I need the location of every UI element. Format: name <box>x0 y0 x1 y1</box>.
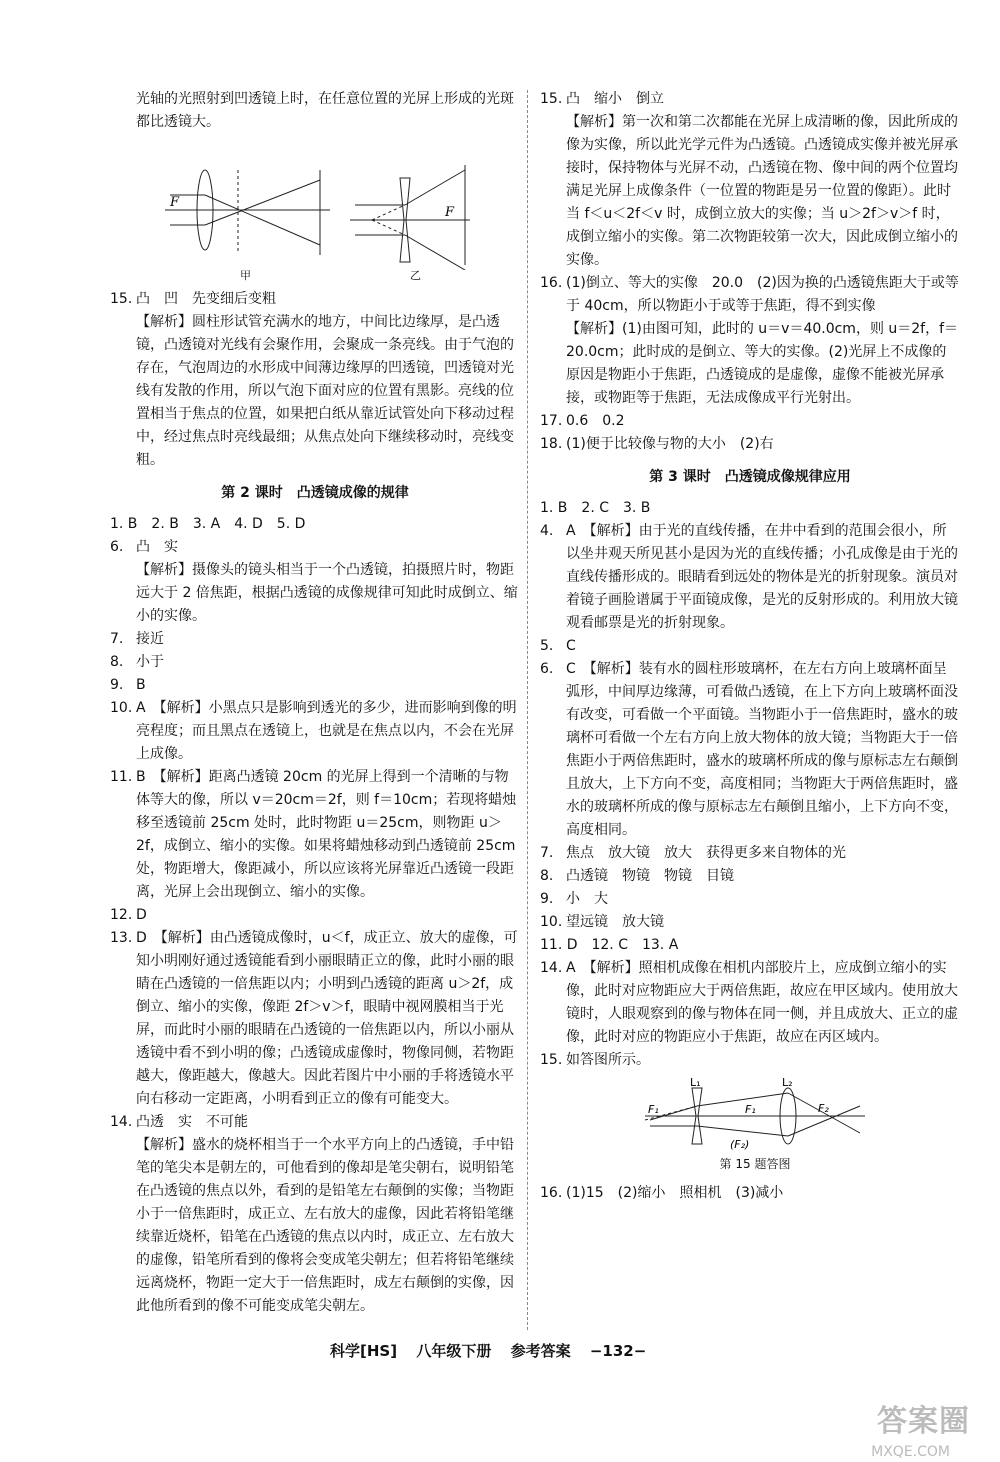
answer-item: 15. 凸 缩小 倒立 【解析】第一次和第二次都能在光屏上成清晰的像，因此所成的像为实像，所以此光学元件为凸透镜。凸透镜成实像并被光屏承接时，保持物体与光屏不动，凸透镜在物、像中间的两个位置均满足光屏上成像条件（一位置的物距是另一位置的像距）。此时当 f＜u＜2f＜v 时，成倒立放大的实像；当 u＞2f＞v＞f 时，成倒立缩小的实像。第二次物距较第一次大，因此成倒立缩小的实像。 <box>540 91 958 268</box>
answer-item: 18. (1)便于比较像与物的大小 (2)右 <box>540 436 774 452</box>
label-F1-left: F₁ <box>648 1103 659 1116</box>
left-column <box>110 88 520 1318</box>
answer-item: 15. 凸 凹 先变细后变粗 【解析】圆柱形试管充满水的地方，中间比边缘厚，是凸透镜，凸透镜对光线有会聚作用，会聚成一条亮线。由于气泡的存在，气泡周边的水形成中间薄边缘厚的凹透镜，凹透镜对光线有发散的作用，所以气泡下面对应的位置有黑影。亮线的位置相当于焦点的位置，如果把白纸从靠近试管处向下移动过程中，经过焦点时亮线最细；从焦点处向下继续移动时，亮线变粗。 <box>110 291 514 468</box>
lens-figure-top <box>110 140 520 282</box>
answer-line: 1. B 2. B 3. A 4. D 5. D <box>110 516 306 532</box>
answer-item: 12. D <box>110 907 147 923</box>
column-divider <box>527 90 528 1330</box>
answer-item: 8. 凸透镜 物镜 物镜 目镜 <box>540 868 734 884</box>
right-column <box>540 88 960 1205</box>
answer-item: 14. A 【解析】照相机成像在相机内部胶片上，应成倒立缩小的实像，此时对应物距应大于两倍焦距，故应在甲区域内。使用放大镜时，人眼观察到的像与物体在同一侧，并且成放大、正立的虚像，此时对应的物距应小于焦距，故应在丙区域内。 <box>540 960 958 1045</box>
footer-grade: 八年级下册 <box>416 1342 492 1360</box>
answer-item: 16. (1)15 (2)缩小 照相机 (3)减小 <box>540 1185 784 1201</box>
answer-item: 5. C <box>540 638 576 654</box>
answer-figure <box>640 1078 960 1176</box>
answer-item: 11. B 【解析】距离凸透镜 20cm 的光屏上得到一个清晰的与物体等大的像，所以 v＝20cm＝2f，则 f＝10cm；若现将蜡烛移至透镜前 25cm 处时，此时物距 u＝25cm，则物距 u＞2f，成倒立、缩小的实像。如果将蜡烛移动到凸透镜前 25cm 处，物距增大，像距减小，所以应该将光屏靠近凸透镜一段距离，光屏上会出现倒立、缩小的实像。 <box>110 769 517 900</box>
intro-text: 光轴的光照射到凹透镜上时，在任意位置的光屏上形成的光斑都比透镜大。 <box>136 91 514 130</box>
answer-item: 6. C 【解析】装有水的圆柱形玻璃杯，在左右方向上玻璃杯面呈弧形，中间厚边缘薄，可看做凸透镜，在上下方向上玻璃杯面没有改变，可看做一个平面镜。当物距小于一倍焦距时，盛水的玻璃杯可看做一个左右方向上放大物体的放大镜；当物距大于一倍焦距小于两倍焦距时，盛水的玻璃杯所成的像与原标志左右颠倒且放大，上下方向不变，高度相同；当物距大于两倍焦距时，盛水的玻璃杯所成的像与原标志左右颠倒且缩小，上下方向不变，高度相同。 <box>540 661 958 838</box>
label-F2: F₂ <box>818 1102 829 1115</box>
footer-subject: 科学[HS] <box>330 1342 398 1360</box>
label-L2: L₂ <box>782 1078 793 1089</box>
answer-item: 8. 小于 <box>110 654 164 670</box>
answer-item: 10. 望远镜 放大镜 <box>540 914 664 930</box>
fig-f-left: F <box>170 195 180 210</box>
answer-item: 4. A 【解析】由于光的直线传播，在井中看到的范围会很小，所以坐井观天所见甚小是因为光的直线传播；小孔成像是由于光的直线传播形成的。眼睛看到远处的物体是光的折射现象。演员对着镜子画脸谱属于平面镜成像，是光的反射形成的。利用放大镜观看邮票是光的折射现象。 <box>540 523 958 631</box>
answer-item: 14. 凸透 实 不可能 【解析】盛水的烧杯相当于一个水平方向上的凸透镜，手中铅笔的笔尖本是朝左的，可他看到的像却是笔尖朝右，说明铅笔在凸透镜的焦点以外，看到的是铅笔左右颠倒的实像；当物距小于一倍焦距时，成正立、左右放大的虚像，因此若将铅笔继续靠近烧杯，铅笔在凸透镜的焦点以内时，成正立、左右放大的虚像，铅笔所看到的像将会变成笔尖朝左；但若将铅笔继续远离烧杯，物距一定大于一倍焦距时，成左右颠倒的实像，因此他所看到的像不可能变成笔尖朝左。 <box>110 1114 514 1314</box>
answer-item: 16. (1)倒立、等大的实像 20.0 (2)因为换的凸透镜焦距大于或等于 40cm，所以物距小于或等于焦距，得不到实像 【解析】(1)由图可知，此时的 u＝v＝40.0cm，则 u＝2f，f＝20.0cm；此时成的是倒立、等大的实像。(2)光屏上不成像的原因是物距小于焦距，凸透镜成的是虚像，虚像不能被光屏承接，或物距等于焦距，无法成像成平行光射出。 <box>540 275 959 406</box>
fig-label-jia: 甲 <box>240 269 251 282</box>
answer-line: 11. D 12. C 13. A <box>540 937 679 953</box>
fig-label-yi: 乙 <box>410 269 421 282</box>
answer-item: 15. 如答图所示。 <box>540 1052 650 1068</box>
fig-f-right: F <box>445 205 455 220</box>
figure-caption: 第 15 题答图 <box>719 1157 791 1171</box>
answer-line: 1. B 2. C 3. B <box>540 500 651 516</box>
label-F1-right: F₁ <box>745 1103 756 1116</box>
answer-item: 7. 焦点 放大镜 放大 获得更多来自物体的光 <box>540 845 846 861</box>
label-F2-paren: (F₂) <box>730 1138 750 1151</box>
lesson-title: 第 2 课时 凸透镜成像的规律 <box>221 485 409 501</box>
answer-item: 10. A 【解析】小黑点只是影响到透光的多少，进而影响到像的明亮程度；而且黑点在透镜上，也就是在焦点以内，不会在光屏上成像。 <box>110 700 517 762</box>
answer-item: 6. 凸 实 【解析】摄像头的镜头相当于一个凸透镜，拍摄照片时，物距远大于 2 倍焦距，根据凸透镜的成像规律可知此时成倒立、缩小的实像。 <box>110 539 518 624</box>
watermark-logo: 答案圈 <box>877 1404 970 1439</box>
page-footer <box>330 1340 660 1361</box>
answer-item: 13. D 【解析】由凸透镜成像时，u＜f，成正立、放大的虚像，可知小明刚好通过透镜能看到小丽眼睛正立的像，此时小丽的眼睛在凸透镜的一倍焦距以内；小明到凸透镜的距离 u＞2f，成倒立、缩小的实像，像距 2f＞v＞f，眼睛中视网膜相当于光屏，而此时小丽的眼睛在凸透镜的一倍焦距以内，所以小丽从透镜中看不到小明的像；凸透镜成虚像时，物像同侧，若物距越大，像距越大，像越大。因此若图片中小丽的手将透镜水平向右移动一定距离，小明看到正立的像有可能变大。 <box>110 930 518 1107</box>
answer-item: 9. 小 大 <box>540 891 608 907</box>
label-L1: L₁ <box>690 1078 701 1089</box>
answer-item: 9. B <box>110 677 146 693</box>
answer-item: 17. 0.6 0.2 <box>540 413 625 429</box>
answer-item: 7. 接近 <box>110 631 164 647</box>
footer-title: 参考答案 <box>510 1342 571 1360</box>
page-number: −132− <box>589 1342 647 1360</box>
watermark-url: MXQE.COM <box>871 1444 950 1460</box>
lesson-title: 第 3 课时 凸透镜成像规律应用 <box>649 469 851 485</box>
